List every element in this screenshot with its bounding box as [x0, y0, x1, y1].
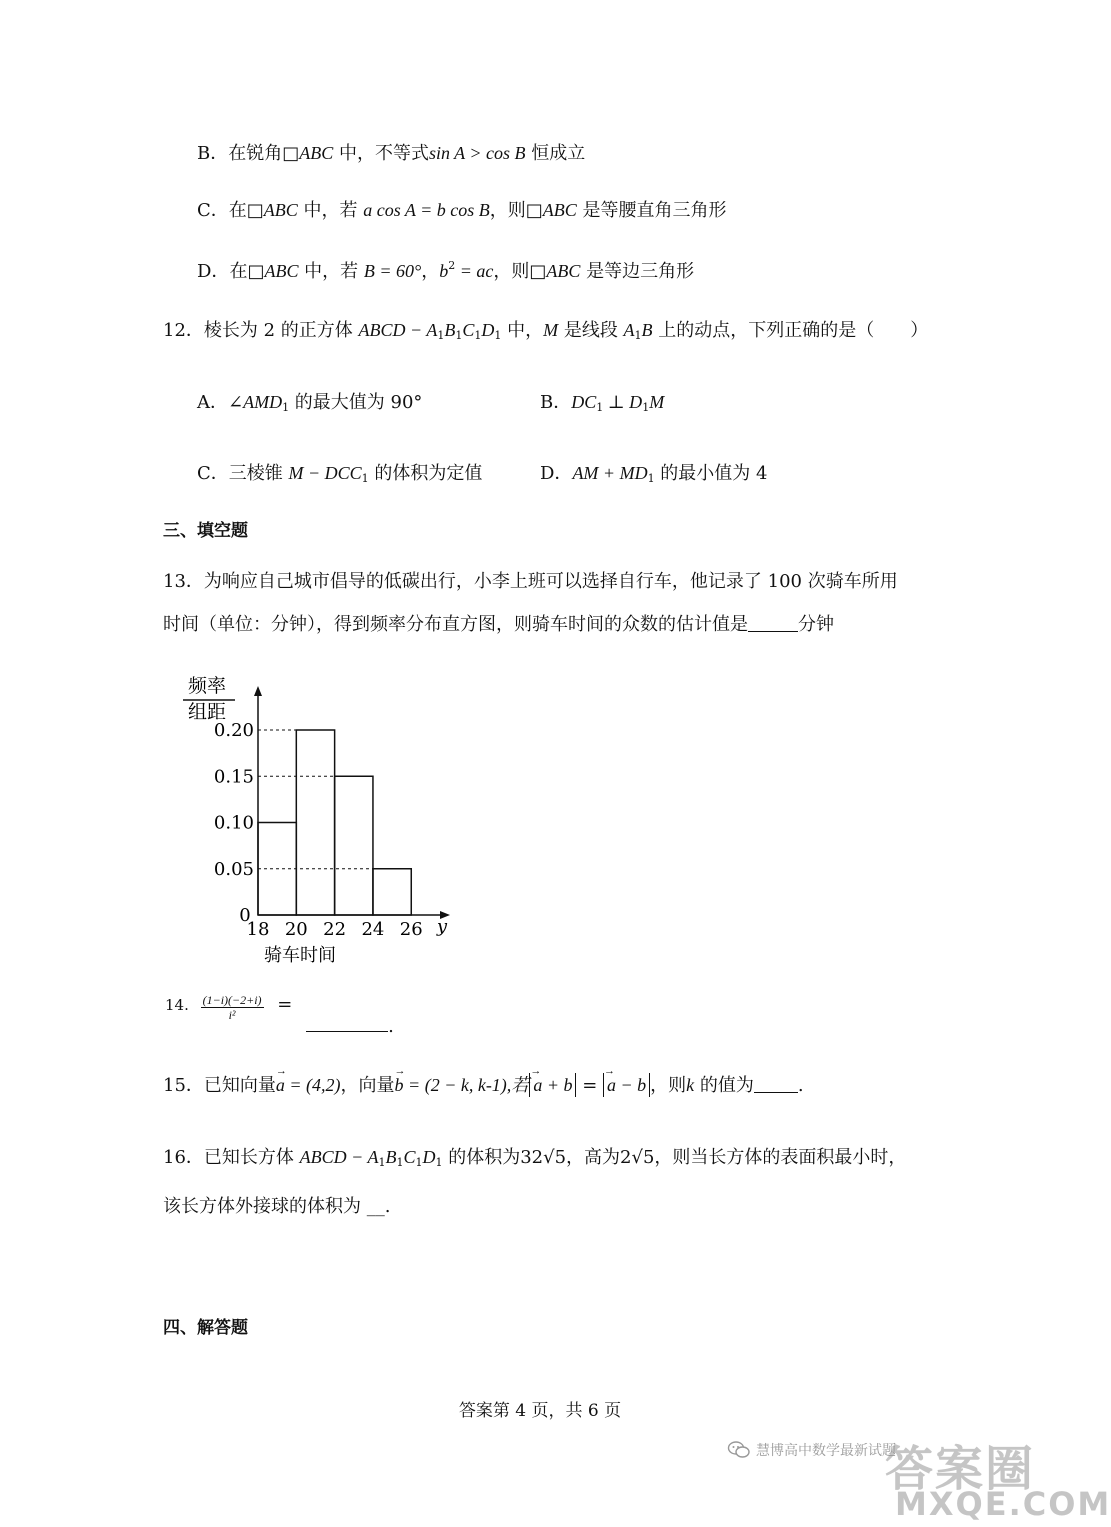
q12-option-a: A．$\angle AMD_1$ 的最大值为 90°: [197, 392, 423, 414]
frequency-histogram: [160, 670, 460, 970]
wechat-icon: [728, 1441, 750, 1459]
q16-line-1: 16．已知长方体 ABCD − $A_1B_1C_1D_1$ 的体积为32√5，高为2√5，则当长方体的表面积最小时，: [163, 1147, 907, 1169]
q14-numerator: (1−i)(−2+i): [202, 993, 262, 1007]
q15-answer-blank: [754, 1074, 798, 1093]
x-tick-label: 18: [246, 919, 270, 940]
x-tick-label: 26: [399, 919, 423, 940]
x-tick-label: 20: [284, 919, 308, 940]
y-tick-label: 0.20: [213, 720, 254, 741]
y-label-top: 频率: [187, 675, 227, 697]
q11-option-c: C．在□ABC 中，若 a cos A = b cos B，则□ABC 是等腰直角三角形: [197, 200, 727, 221]
histogram-bar: [373, 869, 411, 915]
q11-option-d: D．在□ABC 中，若 B = 60°，$b^2$ = ac，则□ABC 是等边三角形: [197, 259, 695, 282]
q15: 15．已知向量→ a = (4,2)，向量→ b = (2 − k, k-1),若→ a + b = → a − b ，则k 的值为 .: [163, 1073, 804, 1098]
y-label-bottom: 组距: [187, 701, 227, 723]
q11-option-b: B．在锐角□ABC 中，不等式sin A > cos B 恒成立: [197, 143, 586, 164]
section-heading-solutions: 四、解答题: [163, 1318, 248, 1338]
q14-answer-blank: [306, 1013, 388, 1032]
x-tick-label: 22: [323, 919, 347, 940]
q14-denominator: i²: [228, 1008, 236, 1022]
q13-answer-blank: [748, 613, 798, 632]
q13-line-2: 时间（单位：分钟），得到频率分布直方图，则骑车时间的众数的估计值是 分钟: [163, 614, 834, 635]
q12-option-d: D．AM + $MD_1$ 的最小值为 4: [540, 463, 768, 485]
x-axis-symbol: y: [436, 916, 448, 937]
y-tick-label: 0.05: [213, 858, 254, 880]
histogram-bar: [296, 730, 334, 915]
q12-stem: 12．棱长为 2 的正方体 ABCD − $A_1B_1C_1D_1$ 中，M 是线段 $A_1B$ 上的动点，下列正确的是（ ）: [163, 320, 929, 342]
y-axis-arrow: [254, 686, 262, 696]
x-tick-label: 24: [361, 919, 385, 940]
q14-fraction: [201, 993, 264, 1022]
x-axis-label: 骑车时间: [264, 945, 336, 966]
site-watermark: 答案圈 MXQE.COM: [885, 1441, 1111, 1523]
page-footer: 答案第 4 页，共 6 页: [458, 1401, 622, 1421]
q12-option-c: C．三棱锥 $M - DCC_1$ 的体积为定值: [197, 463, 483, 485]
y-tick-label: 0.15: [213, 766, 254, 788]
q16-line-2: 该长方体外接球的体积为 __.: [163, 1196, 391, 1217]
section-heading-fill-in: 三、填空题: [163, 521, 248, 541]
q13-line-1: 13．为响应自己城市倡导的低碳出行，小李上班可以选择自行车，他记录了 100 次骑车所用: [163, 571, 898, 592]
histogram-bar: [335, 776, 373, 915]
y-tick-label: 0.10: [213, 812, 254, 834]
q12-option-b: B．$DC_1$ ⊥ $D_1M$: [540, 392, 665, 414]
origin-label: 0: [239, 905, 251, 926]
wechat-watermark: 慧博高中数学最新试题: [728, 1440, 896, 1460]
q14: $^{14.}$ $\frac{(1-i)(-2+i)}{\text{i²}}$ = .: [165, 993, 394, 1037]
